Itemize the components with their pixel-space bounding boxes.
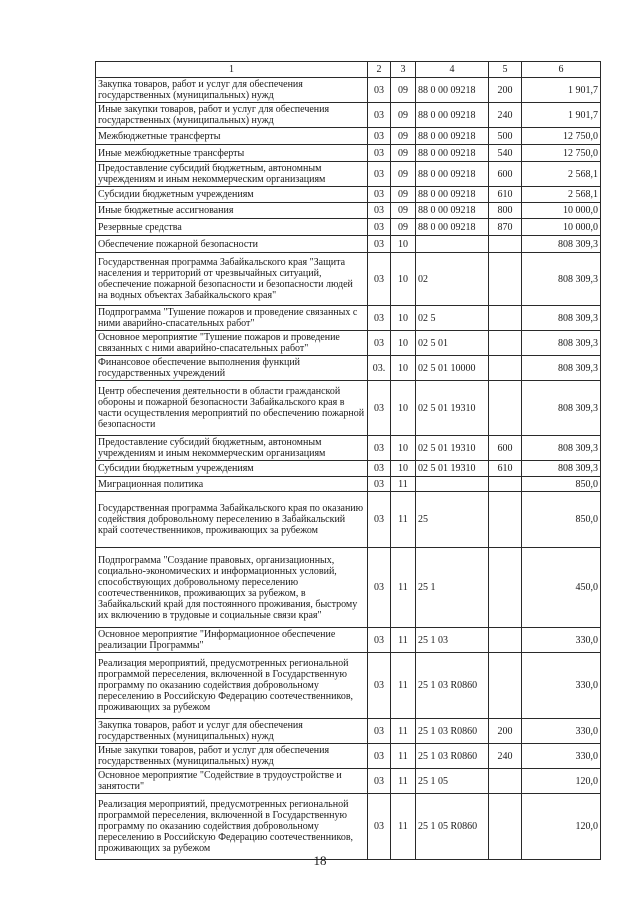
expense-type-cell xyxy=(489,331,522,356)
expense-type-cell: 600 xyxy=(489,162,522,187)
amount-cell: 12 750,0 xyxy=(522,128,601,145)
subsection-code-cell: 09 xyxy=(391,145,416,162)
subsection-code-cell: 10 xyxy=(391,331,416,356)
section-code-cell: 03 xyxy=(368,628,391,653)
amount-cell: 808 309,3 xyxy=(522,356,601,381)
table-row xyxy=(96,628,601,653)
table-row xyxy=(96,162,601,187)
table-row xyxy=(96,461,601,477)
section-code-cell: 03 xyxy=(368,794,391,860)
expense-type-cell: 200 xyxy=(489,78,522,103)
subsection-code-cell: 11 xyxy=(391,719,416,744)
target-article-cell: 02 5 01 19310 xyxy=(416,461,489,477)
row-name-cell: Иные межбюджетные трансферты xyxy=(96,145,368,162)
budget-table xyxy=(95,61,601,860)
table-row xyxy=(96,253,601,306)
subsection-code-cell: 10 xyxy=(391,306,416,331)
row-name-cell: Межбюджетные трансферты xyxy=(96,128,368,145)
table-row xyxy=(96,103,601,128)
expense-type-cell xyxy=(489,769,522,794)
section-code-cell: 03 xyxy=(368,653,391,719)
target-article-cell: 02 xyxy=(416,253,489,306)
subsection-code-cell: 10 xyxy=(391,436,416,461)
subsection-code-cell: 11 xyxy=(391,628,416,653)
table-row xyxy=(96,492,601,548)
expense-type-cell xyxy=(489,236,522,253)
expense-type-cell: 240 xyxy=(489,103,522,128)
amount-cell: 808 309,3 xyxy=(522,461,601,477)
subsection-code-cell: 10 xyxy=(391,381,416,436)
section-code-cell: 03 xyxy=(368,78,391,103)
table-row xyxy=(96,203,601,219)
table-row xyxy=(96,436,601,461)
expense-type-cell: 540 xyxy=(489,145,522,162)
row-name-cell: Государственная программа Забайкальского края "Защита населения и территорий от чрезвычайных ситуаций, обеспечение пожарной безопасности и безопасности людей на водных объектах Забайкальского края" xyxy=(96,253,368,306)
expense-type-cell: 800 xyxy=(489,203,522,219)
subsection-code-cell: 10 xyxy=(391,253,416,306)
table-row xyxy=(96,356,601,381)
subsection-code-cell: 11 xyxy=(391,794,416,860)
row-name-cell: Предоставление субсидий бюджетным, автономным учреждениям и иным некоммерческим организациям xyxy=(96,162,368,187)
amount-cell: 808 309,3 xyxy=(522,236,601,253)
section-code-cell: 03 xyxy=(368,203,391,219)
section-code-cell: 03 xyxy=(368,436,391,461)
amount-cell: 120,0 xyxy=(522,769,601,794)
section-code-cell: 03 xyxy=(368,236,391,253)
expense-type-cell xyxy=(489,477,522,492)
row-name-cell: Иные закупки товаров, работ и услуг для обеспечения государственных (муниципальных) нужд xyxy=(96,103,368,128)
target-article-cell: 25 1 05 xyxy=(416,769,489,794)
target-article-cell: 02 5 xyxy=(416,306,489,331)
subsection-code-cell: 10 xyxy=(391,236,416,253)
target-article-cell: 88 0 00 09218 xyxy=(416,203,489,219)
row-name-cell: Закупка товаров, работ и услуг для обеспечения государственных (муниципальных) нужд xyxy=(96,78,368,103)
amount-cell: 808 309,3 xyxy=(522,306,601,331)
row-name-cell: Государственная программа Забайкальского края по оказанию содействия добровольному переселению в Забайкальский край соотечественников, проживающих за рубежом xyxy=(96,492,368,548)
subsection-code-cell: 09 xyxy=(391,162,416,187)
column-header-6: 6 xyxy=(522,62,601,78)
expense-type-cell xyxy=(489,253,522,306)
table-row xyxy=(96,794,601,860)
table-row xyxy=(96,548,601,628)
table-row xyxy=(96,719,601,744)
amount-cell: 808 309,3 xyxy=(522,436,601,461)
subsection-code-cell: 09 xyxy=(391,103,416,128)
header-row xyxy=(96,62,601,78)
subsection-code-cell: 11 xyxy=(391,653,416,719)
target-article-cell: 88 0 00 09218 xyxy=(416,128,489,145)
table-row xyxy=(96,145,601,162)
section-code-cell: 03 xyxy=(368,103,391,128)
target-article-cell: 25 1 03 R0860 xyxy=(416,719,489,744)
row-name-cell: Центр обеспечения деятельности в области гражданской обороны и пожарной безопасности Забайкальского края в части осуществления мероприятий по обеспечению пожарной безопасности xyxy=(96,381,368,436)
column-header-5: 5 xyxy=(489,62,522,78)
section-code-cell: 03 xyxy=(368,769,391,794)
target-article-cell: 02 5 01 19310 xyxy=(416,381,489,436)
target-article-cell: 25 1 xyxy=(416,548,489,628)
table-row xyxy=(96,331,601,356)
amount-cell: 2 568,1 xyxy=(522,187,601,203)
target-article-cell: 88 0 00 09218 xyxy=(416,219,489,236)
amount-cell: 1 901,7 xyxy=(522,103,601,128)
row-name-cell: Резервные средства xyxy=(96,219,368,236)
section-code-cell: 03 xyxy=(368,548,391,628)
page-number: 18 xyxy=(313,853,327,868)
section-code-cell: 03 xyxy=(368,719,391,744)
amount-cell: 10 000,0 xyxy=(522,203,601,219)
amount-cell: 1 901,7 xyxy=(522,78,601,103)
expense-type-cell: 610 xyxy=(489,461,522,477)
amount-cell: 808 309,3 xyxy=(522,253,601,306)
table-row xyxy=(96,219,601,236)
target-article-cell: 88 0 00 09218 xyxy=(416,162,489,187)
expense-type-cell: 200 xyxy=(489,719,522,744)
row-name-cell: Подпрограмма "Создание правовых, организационных, социально-экономических и информационных условий, способствующих добровольному переселению соотечественников, проживающих за рубежом, в Забайкальский край для постоянного проживания, быстрому их включению в трудовые и социальные связи края" xyxy=(96,548,368,628)
table-row xyxy=(96,744,601,769)
table-row xyxy=(96,306,601,331)
subsection-code-cell: 10 xyxy=(391,356,416,381)
column-header-4: 4 xyxy=(416,62,489,78)
subsection-code-cell: 09 xyxy=(391,187,416,203)
amount-cell: 330,0 xyxy=(522,653,601,719)
amount-cell: 450,0 xyxy=(522,548,601,628)
row-name-cell: Основное мероприятие "Содействие в трудоустройстве и занятости" xyxy=(96,769,368,794)
table-row xyxy=(96,769,601,794)
target-article-cell: 25 1 03 R0860 xyxy=(416,653,489,719)
target-article-cell: 25 1 03 xyxy=(416,628,489,653)
target-article-cell xyxy=(416,236,489,253)
expense-type-cell: 500 xyxy=(489,128,522,145)
table-row xyxy=(96,653,601,719)
amount-cell: 330,0 xyxy=(522,744,601,769)
row-name-cell: Субсидии бюджетным учреждениям xyxy=(96,461,368,477)
table-row xyxy=(96,477,601,492)
subsection-code-cell: 11 xyxy=(391,744,416,769)
row-name-cell: Закупка товаров, работ и услуг для обеспечения государственных (муниципальных) нужд xyxy=(96,719,368,744)
amount-cell: 10 000,0 xyxy=(522,219,601,236)
subsection-code-cell: 10 xyxy=(391,461,416,477)
expense-type-cell xyxy=(489,548,522,628)
target-article-cell: 25 1 03 R0860 xyxy=(416,744,489,769)
expense-type-cell xyxy=(489,306,522,331)
target-article-cell: 88 0 00 09218 xyxy=(416,145,489,162)
table-row xyxy=(96,78,601,103)
subsection-code-cell: 09 xyxy=(391,219,416,236)
expense-type-cell xyxy=(489,492,522,548)
row-name-cell: Предоставление субсидий бюджетным, автономным учреждениям и иным некоммерческим организациям xyxy=(96,436,368,461)
subsection-code-cell: 11 xyxy=(391,548,416,628)
subsection-code-cell: 09 xyxy=(391,78,416,103)
amount-cell: 808 309,3 xyxy=(522,381,601,436)
table-row xyxy=(96,187,601,203)
section-code-cell: 03 xyxy=(368,477,391,492)
target-article-cell xyxy=(416,477,489,492)
section-code-cell: 03 xyxy=(368,381,391,436)
row-name-cell: Субсидии бюджетным учреждениям xyxy=(96,187,368,203)
amount-cell: 330,0 xyxy=(522,719,601,744)
section-code-cell: 03 xyxy=(368,145,391,162)
section-code-cell: 03 xyxy=(368,492,391,548)
expense-type-cell xyxy=(489,628,522,653)
amount-cell: 330,0 xyxy=(522,628,601,653)
target-article-cell: 25 xyxy=(416,492,489,548)
section-code-cell: 03 xyxy=(368,128,391,145)
subsection-code-cell: 11 xyxy=(391,477,416,492)
expense-type-cell xyxy=(489,794,522,860)
expense-type-cell: 870 xyxy=(489,219,522,236)
amount-cell: 850,0 xyxy=(522,492,601,548)
target-article-cell: 88 0 00 09218 xyxy=(416,187,489,203)
table-row xyxy=(96,236,601,253)
section-code-cell: 03 xyxy=(368,306,391,331)
expense-type-cell: 600 xyxy=(489,436,522,461)
row-name-cell: Реализация мероприятий, предусмотренных региональной программой переселения, включенной в Государственную программу по оказанию содействия добровольному переселению в Российскую Федерацию соотечественников, проживающих за рубежом xyxy=(96,653,368,719)
subsection-code-cell: 11 xyxy=(391,492,416,548)
subsection-code-cell: 09 xyxy=(391,128,416,145)
section-code-cell: 03 xyxy=(368,162,391,187)
table-row xyxy=(96,128,601,145)
expense-type-cell xyxy=(489,381,522,436)
target-article-cell: 02 5 01 10000 xyxy=(416,356,489,381)
target-article-cell: 02 5 01 19310 xyxy=(416,436,489,461)
row-name-cell: Обеспечение пожарной безопасности xyxy=(96,236,368,253)
amount-cell: 12 750,0 xyxy=(522,145,601,162)
amount-cell: 120,0 xyxy=(522,794,601,860)
row-name-cell: Иные бюджетные ассигнования xyxy=(96,203,368,219)
target-article-cell: 25 1 05 R0860 xyxy=(416,794,489,860)
row-name-cell: Основное мероприятие "Информационное обеспечение реализации Программы" xyxy=(96,628,368,653)
row-name-cell: Основное мероприятие "Тушение пожаров и проведение связанных с ними аварийно-спасательных работ" xyxy=(96,331,368,356)
section-code-cell: 03 xyxy=(368,187,391,203)
amount-cell: 2 568,1 xyxy=(522,162,601,187)
target-article-cell: 88 0 00 09218 xyxy=(416,78,489,103)
expense-type-cell: 240 xyxy=(489,744,522,769)
row-name-cell: Финансовое обеспечение выполнения функций государственных учреждений xyxy=(96,356,368,381)
section-code-cell: 03 xyxy=(368,461,391,477)
section-code-cell: 03 xyxy=(368,253,391,306)
row-name-cell: Миграционная политика xyxy=(96,477,368,492)
expense-type-cell xyxy=(489,653,522,719)
section-code-cell: 03 xyxy=(368,744,391,769)
row-name-cell: Иные закупки товаров, работ и услуг для обеспечения государственных (муниципальных) нужд xyxy=(96,744,368,769)
row-name-cell: Подпрограмма "Тушение пожаров и проведение связанных с ними аварийно-спасательных работ" xyxy=(96,306,368,331)
table-row xyxy=(96,381,601,436)
subsection-code-cell: 09 xyxy=(391,203,416,219)
amount-cell: 850,0 xyxy=(522,477,601,492)
column-header-2: 2 xyxy=(368,62,391,78)
row-name-cell: Реализация мероприятий, предусмотренных региональной программой переселения, включенной в Государственную программу по оказанию содействия добровольному переселению в Российскую Федерацию соотечественников, проживающих за рубежом xyxy=(96,794,368,860)
column-header-3: 3 xyxy=(391,62,416,78)
section-code-cell: 03 xyxy=(368,331,391,356)
amount-cell: 808 309,3 xyxy=(522,331,601,356)
section-code-cell: 03 xyxy=(368,219,391,236)
expense-type-cell: 610 xyxy=(489,187,522,203)
column-header-1: 1 xyxy=(96,62,368,78)
subsection-code-cell: 11 xyxy=(391,769,416,794)
section-code-cell: 03. xyxy=(368,356,391,381)
target-article-cell: 88 0 00 09218 xyxy=(416,103,489,128)
expense-type-cell xyxy=(489,356,522,381)
target-article-cell: 02 5 01 xyxy=(416,331,489,356)
